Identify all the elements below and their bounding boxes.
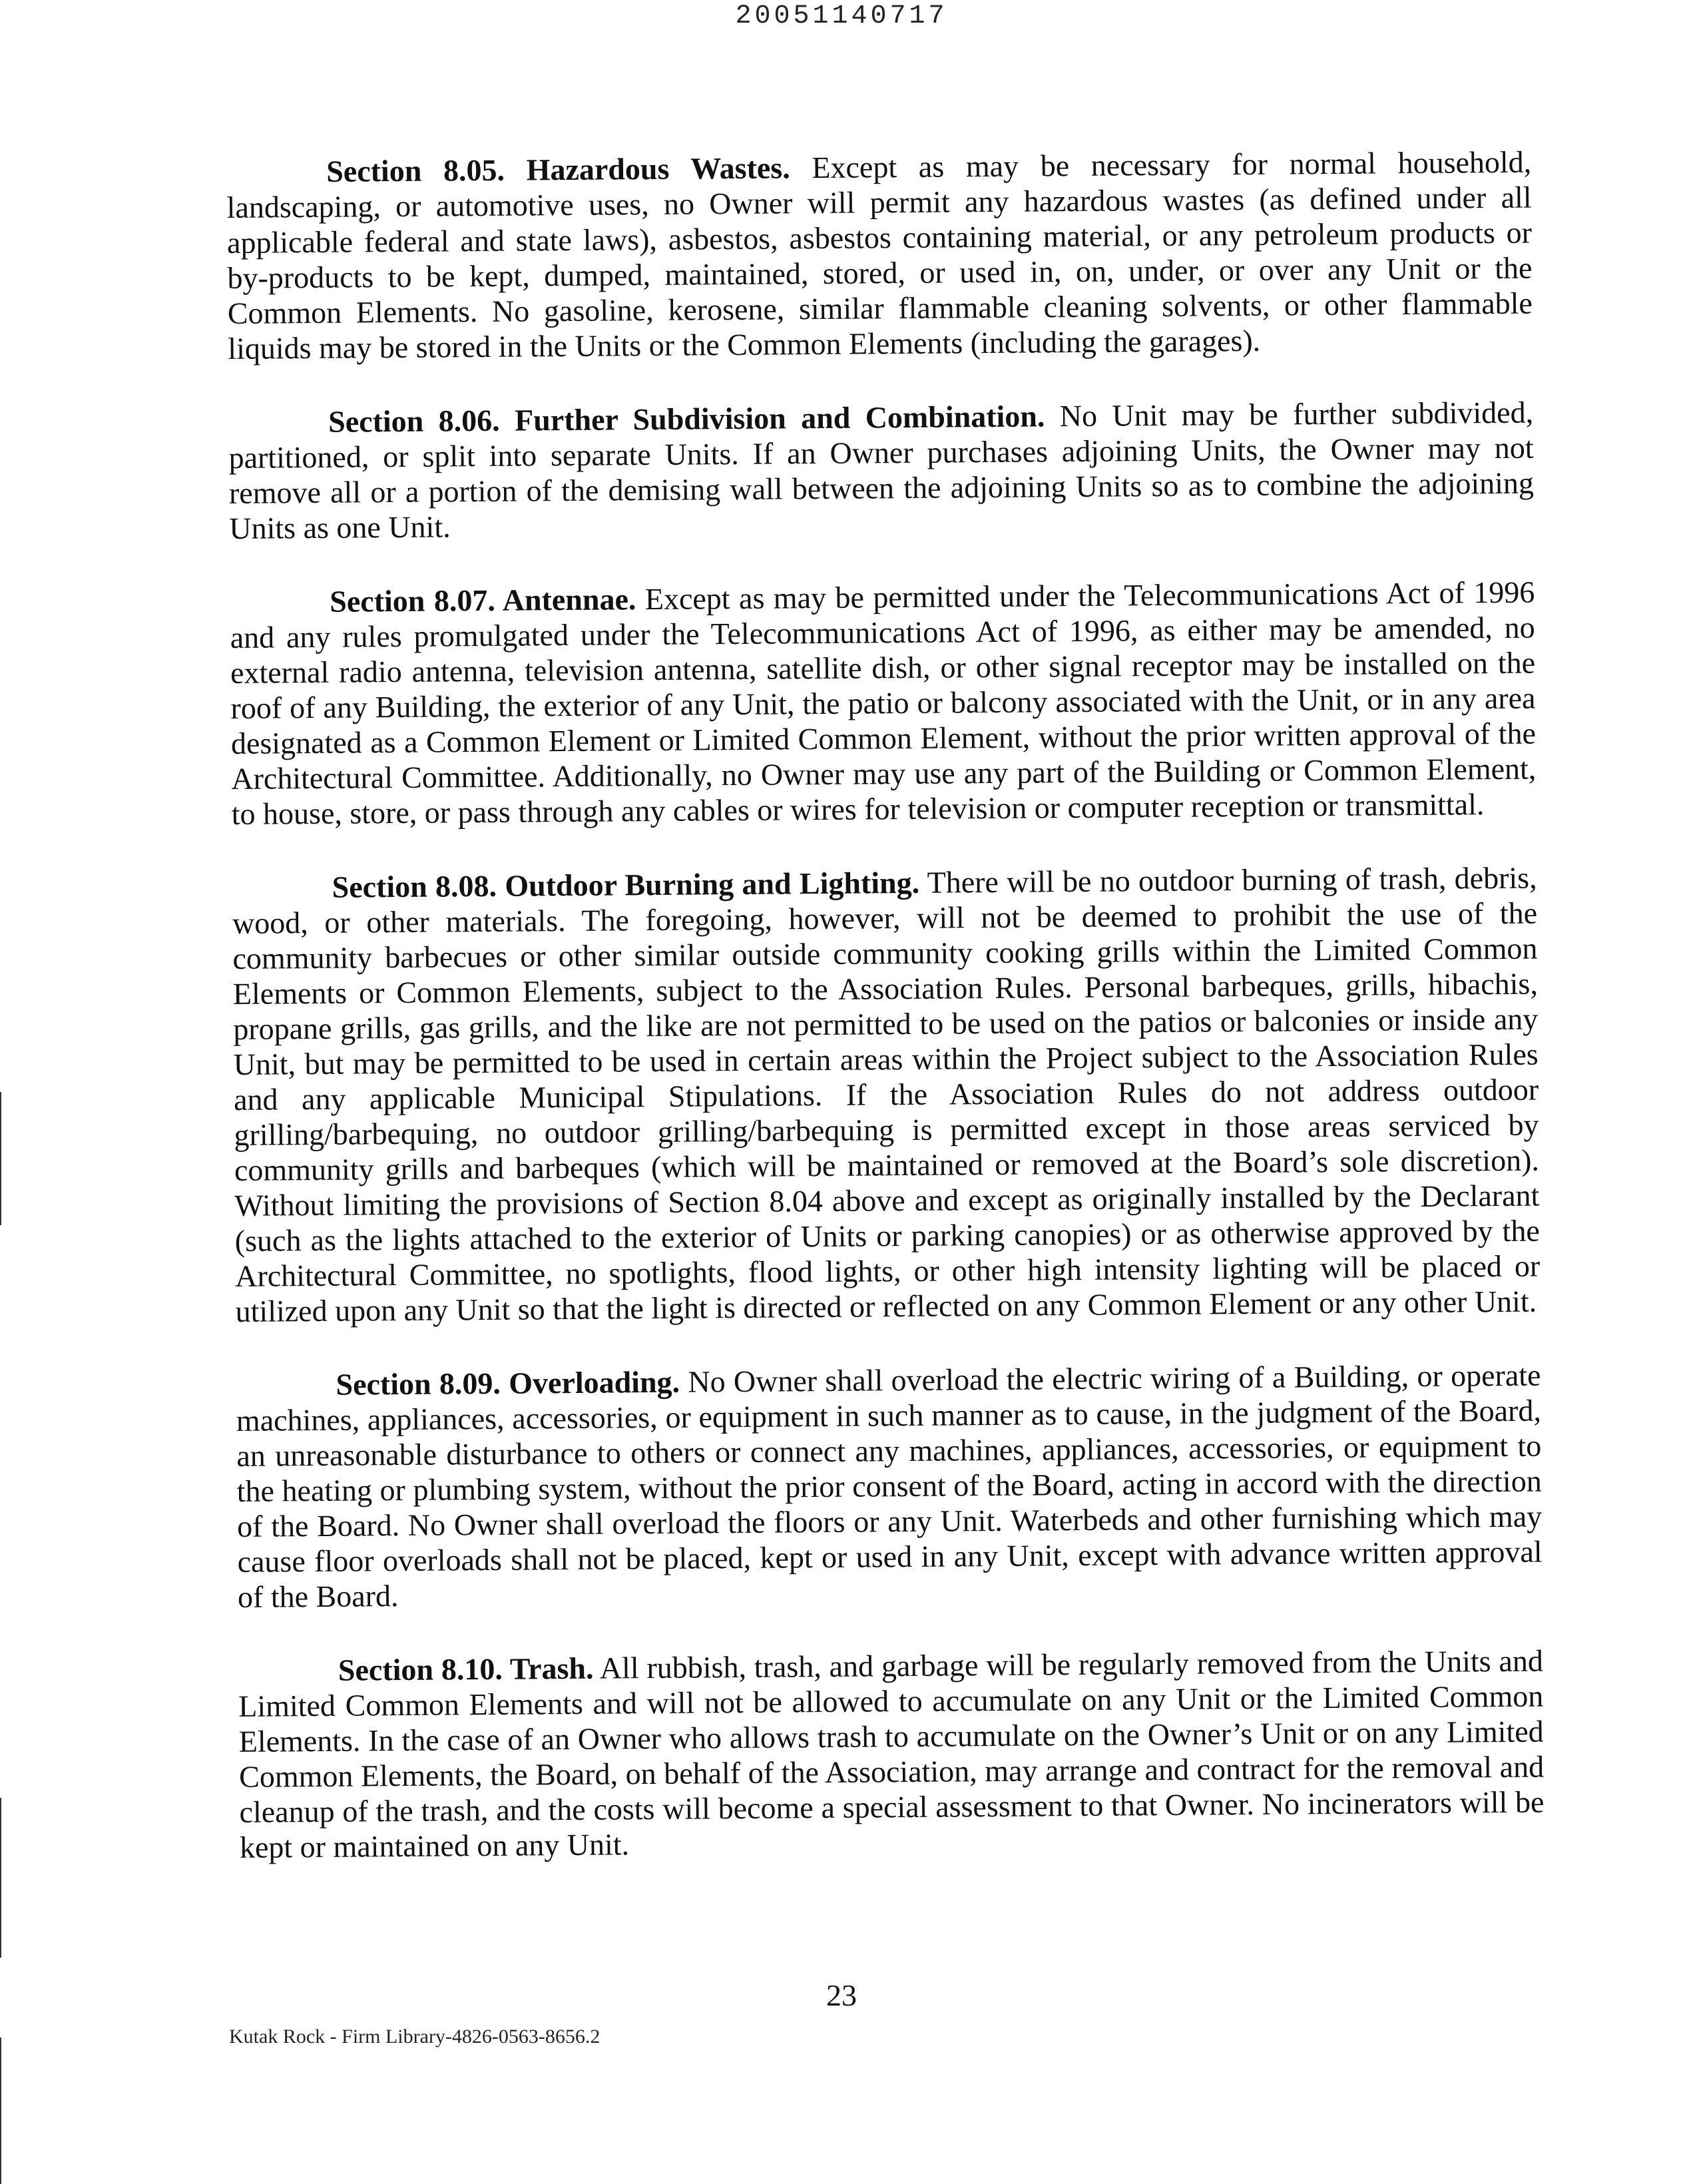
section-heading: Section 8.09. Overloading. [336, 1364, 680, 1402]
section-text: No Owner shall overload the electric wiring of a Building, or operate machines, appliances, accessories, or equipment in such manner as to cause, in the judgment of the Board, an unreasonable disturbance to others or connect any machines, appliances, accessories, or equipment to the heating or plumbing system, without the prior consent of the Board, acting in accord with the direction of the Board. No Owner shall overload the floors or any Unit. Waterbeds and other furnishing which may cause floor overloads shall not be placed, kept or used in any Unit, except with advance written approval of the Board. [236, 1358, 1543, 1614]
document-number: 20051140717 [735, 1, 948, 31]
section-text: Except as may be necessary for normal household, landscaping, or automotive uses, no Owner will permit any hazardous wastes (as defined under all applicable federal and state laws), asbestos, asbestos containing material, or any petroleum products or by-products to be kept, dumped, maintained, stored, or used in, on, under, or over any Unit or the Common Elements. No gasoline, kerosene, similar flammable cleaning solvents, or other flammable liquids may be stored in the Units or the Common Elements (including the garages). [226, 144, 1533, 366]
section-heading: Section 8.05. Hazardous Wastes. [326, 150, 790, 188]
section-heading: Section 8.08. Outdoor Burning and Lighting. [332, 865, 920, 904]
section-8-08 [232, 860, 1540, 1329]
section-text: There will be no outdoor burning of trash, debris, wood, or other materials. The foregoing, however, will not be deemed to prohibit the use of the community barbecues or other similar outside community cooking grills within the Limited Common Elements or Common Elements, subject to the Association Rules. Personal barbeques, grills, hibachis, propane grills, gas grills, and the like are not permitted to be used on the patios or balconies or inside any Unit, but may be permitted to be used in certain areas within the Project subject to the Association Rules and any applicable Municipal Stipulations. If the Association Rules do not address outdoor grilling/barbequing, no outdoor grilling/barbequing is permitted except in those areas serviced by community grills and barbeques (which will be maintained or removed at the Board’s sole discretion). Without limiting the provisions of Section 8.04 above and except as originally installed by the Declarant (such as the lights attached to the exterior of Units or parking canopies) or as otherwise approved by the Architectural Committee, no spotlights, flood lights, or other high intensity lighting will be placed or utilized upon any Unit so that the light is directed or reflected on any Common Element or any other Unit. [232, 860, 1541, 1328]
scan-edge-mark [0, 1092, 1, 1225]
section-text: Except as may be permitted under the Telecommunications Act of 1996 and any rules promulgated under the Telecommunications Act of 1996, as either may be amended, no external radio antenna, television antenna, satellite dish, or other signal receptor may be installed on the roof of any Building, the exterior of any Unit, the patio or balcony associated with the Unit, or in any area designated as a Common Element or Limited Common Element, without the prior written approval of the Architectural Committee. Additionally, no Owner may use any part of the Building or Common Element, to house, store, or pass through any cables or wires for television or computer reception or transmittal. [230, 575, 1537, 831]
section-heading: Section 8.10. Trash. [338, 1651, 594, 1687]
section-8-05 [226, 144, 1533, 366]
document-body [226, 144, 1545, 1904]
section-8-10 [238, 1643, 1545, 1865]
section-heading: Section 8.06. Further Subdivision and Combination. [328, 399, 1045, 439]
page-number: 23 [826, 1978, 857, 2012]
section-text: All rubbish, trash, and garbage will be regularly removed from the Units and Limited Common Elements and will not be allowed to accumulate on any Unit or the Limited Common Elements. In the case of an Owner who allows trash to accumulate on the Owner’s Unit or on any Limited Common Elements, the Board, on behalf of the Association, may arrange and contract for the removal and cleanup of the trash, and the costs will become a special assessment to that Owner. No incinerators will be kept or maintained on any Unit. [238, 1643, 1545, 1864]
section-heading: Section 8.07. Antennae. [330, 582, 636, 619]
scan-edge-mark [0, 1798, 1, 1958]
library-reference: Kutak Rock - Firm Library-4826-0563-8656.2 [229, 2026, 601, 2048]
section-text: No Unit may be further subdivided, partitioned, or split into separate Units. If an Owner purchases adjoining Units, the Owner may not remove all or a portion of the demising wall between the adjoining Units so as to combine the adjoining Units as one Unit. [228, 395, 1535, 545]
scan-edge-mark [0, 2038, 1, 2184]
section-8-09 [236, 1358, 1543, 1615]
section-8-06 [228, 395, 1535, 546]
section-8-07 [230, 575, 1537, 832]
